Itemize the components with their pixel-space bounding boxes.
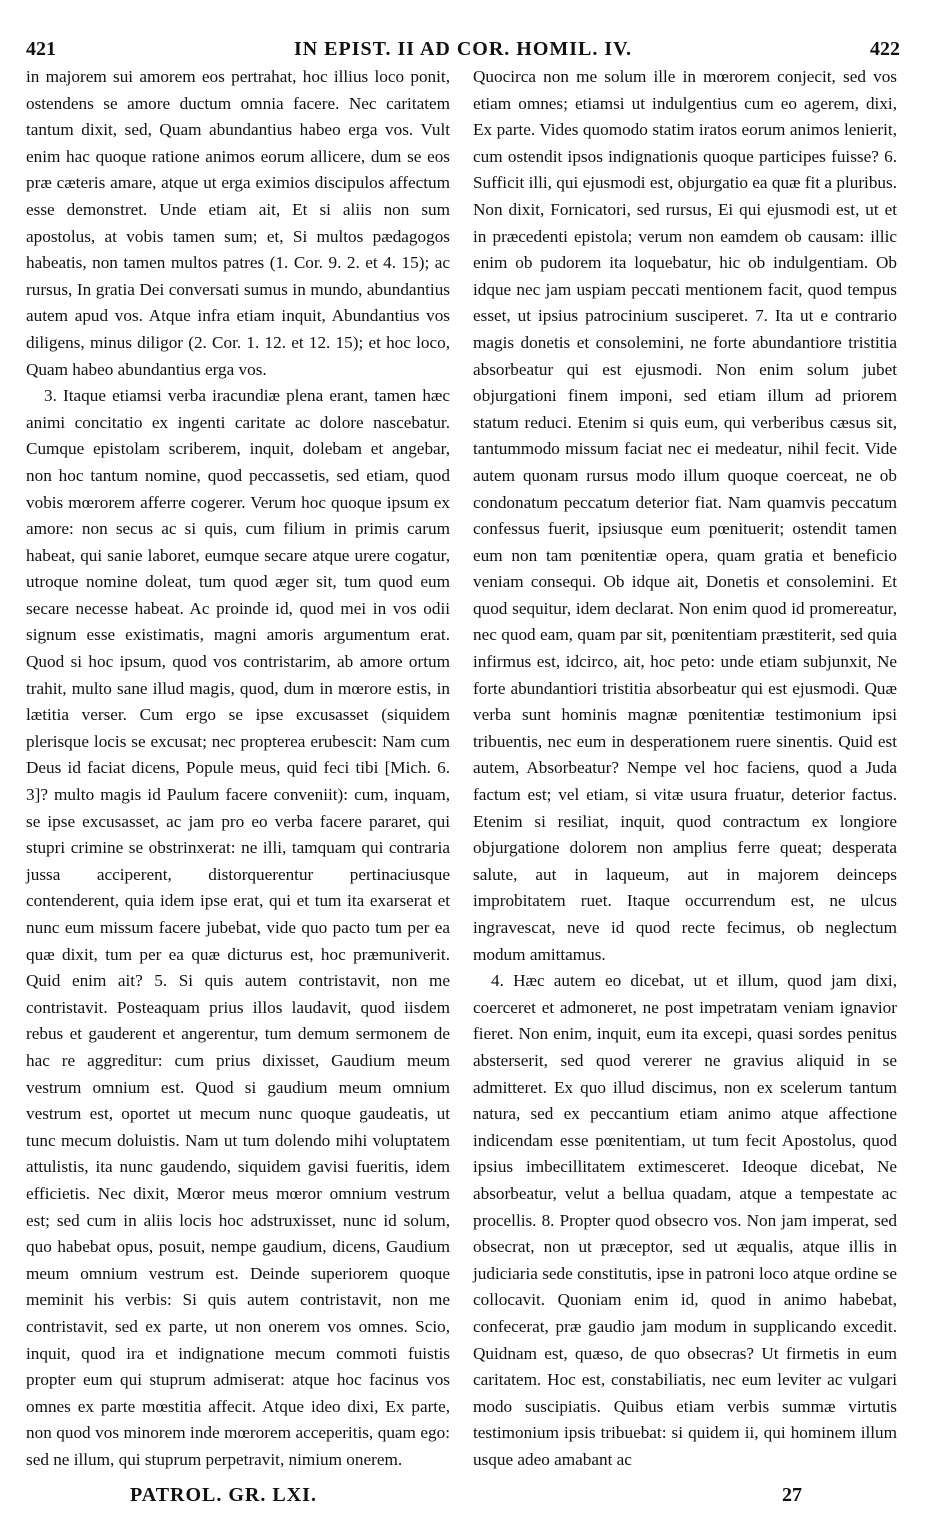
right-page-number: 422 bbox=[870, 38, 900, 60]
right-paragraph-1: Quocirca non me solum ille in mœrorem conjecit, sed vos etiam omnes; etiamsi ut indulgentius cum eo agerem, dixi, Ex parte. Vides quomodo statim iratos eorum animos lenierit, cum ostendit ipsos indignationis quoque participes fuisse? 6. Sufficit illi, qui ejusmodi est, objurgatio ea quæ fit a pluribus. Non dixit, Fornicatori, sed rursus, Ei qui ejusmodi est, ut et in præcedenti epistola; verum non eamdem ob causam: illic enim ob pudorem ita loquebatur, hic ob indulgentiam. Ob idque nec jam uspiam peccati mentionem facit, quod tempus esset, ut ipsius patrocinium susciperet. 7. Ita ut e contrario magis donetis et consolemini, ne forte abundantiore tristitia absorbeatur qui est ejusmodi. Non enim solum jubet objurgationi finem imponi, sed etiam illum ad priorem statum reduci. Etenim si quis eum, qui verberibus cæsus sit, tantummodo missum faciat nec ei medeatur, nihil fecit. Vide autem quonam rursus modo illum quoque coerceat, ne ob condonatum peccatum deterior fiat. Nam quamvis peccatum confessus fuerit, ipsiusque eum pœnituerit; ostendit tamen eum non tam pœnitentiæ opera, quam gratia et beneficio veniam consequi. Ob idque ait, Donetis et consolemini. Et quod sequitur, idem declarat. Non enim quod id promereatur, nec quod eam, quam par sit, pœnitentiam præstiterit, sed quia infirmus est, idcirco, ait, hoc peto: unde etiam subjunxit, Ne forte abundantiori tristitia absorbeatur qui est ejusmodi. Quæ verba sunt hominis magnæ pœnitentiæ testimonium ipsi tribuentis, nec eum in desperationem ruere sinentis. Quid est autem, Absorbeatur? Nempe vel hoc faciens, quod a Juda factum est; vel etiam, si vitæ usura fruatur, deterior factus. Etenim si resiliat, inquit, quod contractum ex longiore objurgatione dolorem non amplius ferre queat; desperata salute, aut in laqueum, aut in majorem deinceps improbitatem ruet. Itaque occurrendum est, ne ulcus ingravescat, neve id quod recte fecimus, ob neglectum modum amittamus. bbox=[473, 67, 897, 964]
signature-mark: 27 bbox=[782, 1484, 802, 1506]
left-paragraph-2: 3. Itaque etiamsi verba iracundiæ plena erant, tamen hæc animi concitatio ex ingenti caritate ac dolore nascebatur. Cumque epistolam scriberem, inquit, dolebam et angebar, non hoc tantum nomine, quod peccassetis, sed etiam, quod vobis mœrorem afferre cogerer. Verum hoc quoque ipsum ex amore: non secus ac si quis, cum filium in primis carum habeat, qui sanie laboret, eumque secare atque urere cogatur, utroque nomine doleat, tum quod æger sit, tum quod eum secare necesse habeat. Ac proinde id, quod mei in vos odii signum esse existimatis, magni amoris argumentum erat. Quod si hoc ipsum, quod vos contristarim, ab amore ortum trahit, multo sane illud magis, quod, dum in mœrore estis, in lætitia verser. Cum ergo se ipse excusasset (siquidem plerisque locis se excusat; nec propterea erubescit: Nam cum Deus id faciat dicens, Popule meus, quid feci tibi [Mich. 6. 3]? multo magis id Paulum facere conveniit): cum, inquam, se ipse excusasset, ac jam pro eo verba facere pararet, qui stupri crimine se obstrinxerat: ne illi, tamquam qui contraria jussa acciperent, distorquerentur pertinaciusque contenderent, quia idem ipse erat, qui et tum ita exarserat et nunc eum missum facere jubebat, vide quo pacto tum per ea quæ dixit, tum per ea quæ dicturus est, hoc præmuniverit. Quid enim ait? 5. Si quis autem contristavit, non me contristavit. Posteaquam prius illos laudavit, quod iisdem rebus et gauderent et angerentur, tum demum sermonem de hac re aggreditur: cum prius dixisset, Gaudium meum vestrum omnium est. Quod si gaudium meum omnium vestrum est, oportet ut mecum nunc quoque gaudeatis, ut tunc mecum doluistis. Nam ut tum dolendo mihi voluptatem attulistis, ita nunc gaudendo, siquidem gavisi fueritis, idem efficietis. Nec dixit, Mœror meus mœror omnium vestrum est; sed cum in aliis locis hoc adstruxisset, nunc id solum, quo habebat opus, posuit, nempe gaudium, dicens, Gaudium meum omnium vestrum est. Deinde superiorem quoque meminit his verbis: Si quis autem contristavit, non me contristavit, sed ex parte, ut non onerem vos omnes. Scio, inquit, quod ira et indignatione mecum commoti fuistis propter eum qui stuprum admiserat: atque hoc facinus vos omnes ex parte mœstitia affecit. Atque ideo dixi, Ex parte, non quod vos minorem inde mœrorem acceperitis, quam ego: sed ne illum, qui stuprum perpetravit, nimium onerem. bbox=[26, 386, 450, 1469]
right-column bbox=[473, 64, 897, 1473]
right-paragraph-2: 4. Hæc autem eo dicebat, ut et illum, quod jam dixi, coerceret et admoneret, ne post impetratam veniam ignavior fieret. Non enim, inquit, eum ita excepi, quasi sordes penitus absterserit, sed quod vererer ne gravius aliquid in se admitteret. Ex quo illud discimus, non ex scelerum tantum natura, sed ex peccantium etiam animo atque affectione indicendam esse pœnitentiam, ut tum fecit Apostolus, quod ipsius imbecillitatem extimesceret. Ideoque dicebat, Ne absorbeatur, velut a bellua quadam, atque a tempestate ac procellis. 8. Propter quod obsecro vos. Non jam imperat, sed obsecrat, non ut præceptor, sed ut æqualis, atque illis in judiciaria sede constitutis, ipse in patroni loco atque ordine se collocavit. Quoniam enim id, quod in animo habebat, confecerat, præ gaudio jam modum in supplicando excedit. Quidnam est, quæso, de quo obsecras? Ut firmetis in eum caritatem. Hoc est, constabiliatis, nec eum leviter ac vulgari modo suscipiatis. Quibus etiam verbis summæ virtutis testimonium ipsis tribuebat: si quidem ii, qui hominem illum usque adeo amabant ac bbox=[473, 971, 897, 1469]
left-page-number: 421 bbox=[26, 38, 56, 60]
left-column bbox=[26, 64, 450, 1473]
left-paragraph-1: in majorem sui amorem eos pertrahat, hoc illius loco ponit, ostendens se amore ductum omnia facere. Nec caritatem tantum dixit, sed, Quam abundantius habeo erga vos. Vult enim hac quoque ratione animos eorum allicere, dum se eos præ cæteris amare, atque ut erga eximios discipulos affectum esse demonstret. Unde etiam ait, Et si aliis non sum apostolus, at vobis tamen sum; et, Si multos pædagogos habeatis, non tamen multos patres (1. Cor. 9. 2. et 4. 15); ac rursus, In gratia Dei conversati sumus in mundo, abundantius autem apud vos. Atque infra etiam inquit, Abundantius vos diligens, minus diligor (2. Cor. 1. 12. et 12. 15); et hoc loco, Quam habeo abundantius erga vos. bbox=[26, 67, 450, 379]
series-footer: PATROL. GR. LXI. bbox=[130, 1484, 317, 1506]
running-title: IN EPIST. II AD COR. HOMIL. IV. bbox=[293, 38, 633, 60]
